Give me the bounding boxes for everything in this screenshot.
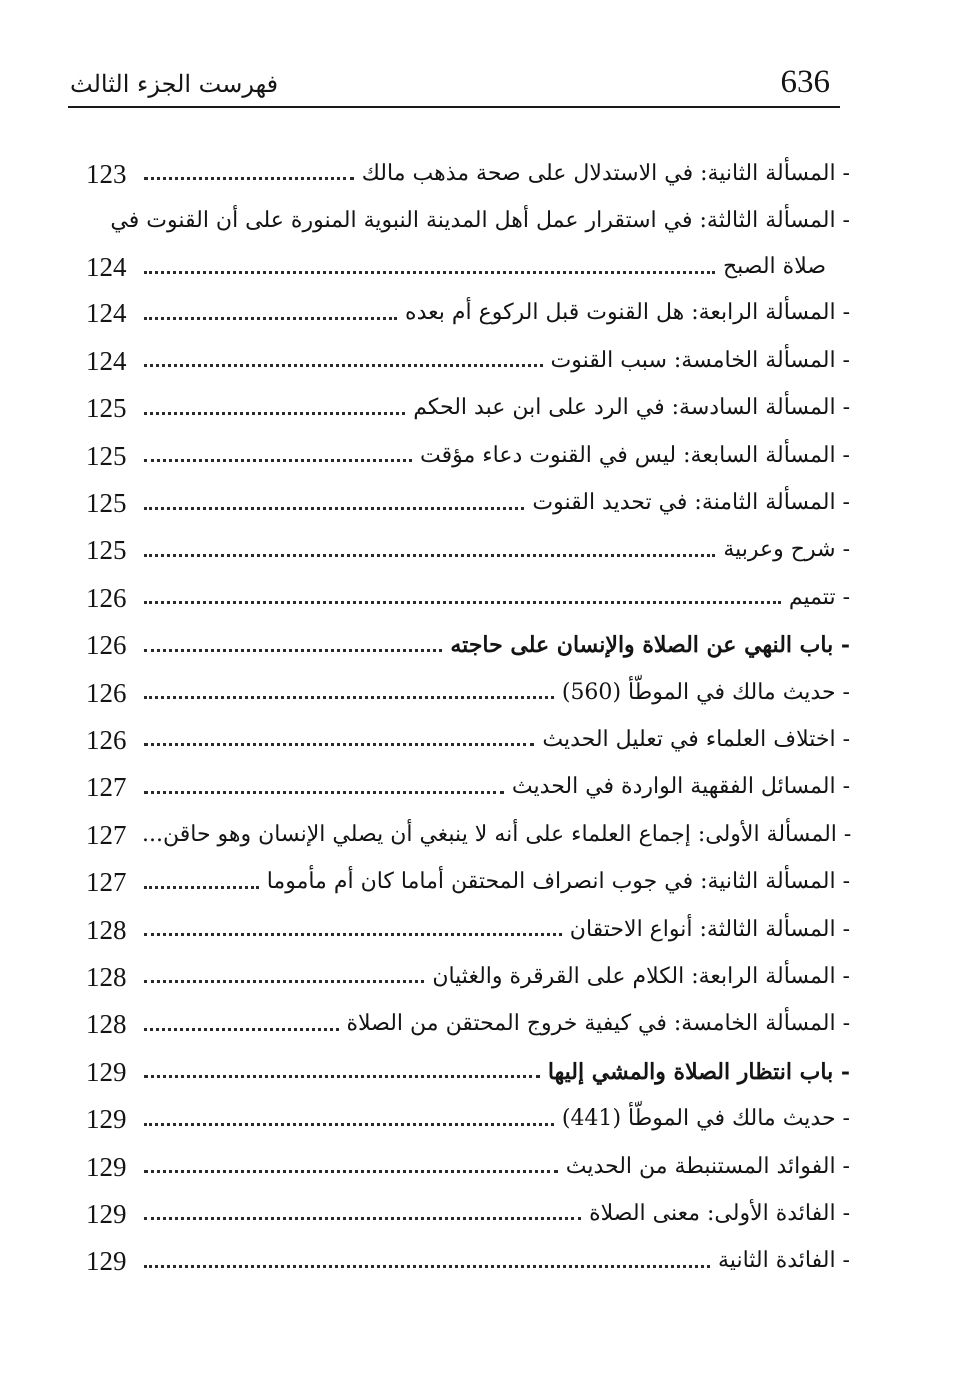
header-rule bbox=[68, 106, 840, 108]
leader-dots bbox=[144, 743, 534, 746]
toc-page-number: 125 bbox=[86, 488, 127, 519]
toc-page-number: 127 bbox=[86, 867, 127, 898]
toc-chapter-entry bbox=[80, 1048, 850, 1095]
toc-entry bbox=[80, 1238, 850, 1285]
toc-entry-title: - الفائدة الثانية bbox=[718, 1248, 850, 1274]
toc-entry bbox=[80, 150, 850, 197]
toc-entry-title: - المسألة الأولى: إجماع العلماء على أنه لا ينبغي أن يصلي الإنسان وهو حاقن... bbox=[142, 821, 852, 847]
leader-dots bbox=[144, 317, 397, 320]
toc-page-number: 125 bbox=[86, 393, 127, 424]
leader-dots bbox=[144, 696, 554, 699]
toc-entry-title: - المسألة الثامنة: في تحديد القنوت bbox=[532, 490, 850, 516]
page-number: 636 bbox=[780, 64, 830, 100]
toc-entry-title: - باب انتظار الصلاة والمشي إليها bbox=[547, 1058, 850, 1085]
toc-page-number: 129 bbox=[86, 1198, 127, 1229]
toc-page-number: 125 bbox=[86, 440, 127, 471]
toc-entry-title: - المسألة السابعة: ليس في القنوت دعاء مؤقت bbox=[420, 442, 850, 468]
toc-page-number: 124 bbox=[86, 252, 127, 283]
toc-entry bbox=[80, 1001, 850, 1048]
toc-entry-title: - باب النهي عن الصلاة والإنسان على حاجته bbox=[450, 632, 850, 659]
toc-entry-title: - المسألة الثانية: في جوب انصراف المحتقن أماما كان أم مأموما bbox=[266, 869, 850, 895]
toc-entry-title: - الفائدة الأولى: معنى الصلاة bbox=[589, 1200, 850, 1226]
leader-dots bbox=[144, 886, 259, 889]
toc-entry-title: - المسألة الرابعة: الكلام على القرقرة والغثيان bbox=[432, 963, 850, 989]
toc-entry bbox=[80, 479, 850, 526]
leader-dots bbox=[144, 1217, 581, 1220]
toc-entry-title: - المسألة السادسة: في الرد على ابن عبد الحكم bbox=[413, 395, 850, 421]
leader-dots bbox=[144, 1265, 710, 1268]
leader-dots bbox=[144, 554, 715, 557]
toc-entry-title: - اختلاف العلماء في تعليل الحديث bbox=[542, 726, 850, 752]
toc-entry-title: - المسألة الثالثة: في استقرار عمل أهل المدينة النبوية المنورة على أن القنوت في bbox=[110, 208, 850, 234]
toc-entry bbox=[80, 432, 850, 479]
toc-entry bbox=[80, 290, 850, 337]
toc-entry-title: - المسألة الثانية: في الاستدلال على صحة مذهب مالك bbox=[361, 160, 850, 186]
leader-dots bbox=[144, 364, 543, 367]
toc-page-number: 124 bbox=[86, 345, 127, 376]
toc-entry bbox=[80, 527, 850, 574]
leader-dots bbox=[144, 1075, 540, 1078]
toc-entry bbox=[80, 953, 850, 1000]
toc-entry-title: - حديث مالك في الموطّأ (560) bbox=[561, 679, 850, 705]
leader-dots bbox=[144, 1028, 339, 1031]
toc-entry bbox=[80, 669, 850, 716]
toc-entry bbox=[80, 385, 850, 432]
toc-chapter-entry bbox=[80, 622, 850, 669]
toc-entry bbox=[80, 811, 850, 858]
toc-page-number: 127 bbox=[86, 819, 127, 850]
toc-entry bbox=[80, 716, 850, 763]
toc-page-number: 126 bbox=[86, 630, 127, 661]
toc-entry-title: - المسائل الفقهية الواردة في الحديث bbox=[511, 774, 850, 800]
toc-entry bbox=[80, 1095, 850, 1142]
toc-entry-title: - الفوائد المستنبطة من الحديث bbox=[565, 1153, 850, 1179]
toc-entry bbox=[80, 1190, 850, 1237]
toc-page-number: 128 bbox=[86, 961, 127, 992]
toc-page-number: 128 bbox=[86, 1009, 127, 1040]
toc-entry-title: - شرح وعربية bbox=[723, 537, 850, 563]
toc-page-number: 129 bbox=[86, 1151, 127, 1182]
toc-page-number: 129 bbox=[86, 1104, 127, 1135]
toc-entry-title: - المسألة الخامسة: سبب القنوت bbox=[550, 347, 850, 373]
leader-dots bbox=[144, 933, 562, 936]
toc-page-number: 129 bbox=[86, 1056, 127, 1087]
leader-dots bbox=[144, 412, 405, 415]
toc-entry bbox=[80, 764, 850, 811]
toc-entry-title: - تتميم bbox=[788, 584, 850, 610]
toc-entry bbox=[80, 197, 850, 244]
toc-entry-title: - المسألة الخامسة: في كيفية خروج المحتقن من الصلاة bbox=[346, 1011, 850, 1037]
leader-dots bbox=[144, 459, 412, 462]
toc-entry bbox=[80, 337, 850, 384]
leader-dots bbox=[144, 791, 504, 794]
leader-dots bbox=[144, 271, 715, 274]
toc-entry-title: - المسألة الثالثة: أنواع الاحتقان bbox=[569, 916, 850, 942]
leader-dots bbox=[144, 649, 442, 652]
toc-entry-title: صلاة الصبح bbox=[722, 254, 826, 280]
toc-page-number: 123 bbox=[86, 158, 127, 189]
leader-dots bbox=[144, 601, 781, 604]
leader-dots bbox=[144, 1170, 558, 1173]
toc-entry-title: - حديث مالك في الموطّأ (441) bbox=[561, 1106, 850, 1132]
leader-dots bbox=[144, 507, 524, 510]
toc-page-number: 126 bbox=[86, 677, 127, 708]
toc-entry bbox=[80, 858, 850, 905]
toc-page-number: 126 bbox=[86, 724, 127, 755]
toc-page-number: 124 bbox=[86, 298, 127, 329]
table-of-contents bbox=[80, 150, 850, 1285]
toc-entry-continuation bbox=[80, 245, 850, 290]
running-title: فهرست الجزء الثالث bbox=[70, 70, 279, 98]
toc-entry bbox=[80, 1143, 850, 1190]
toc-entry-title: - المسألة الرابعة: هل القنوت قبل الركوع أم بعده bbox=[405, 300, 850, 326]
leader-dots bbox=[144, 1123, 554, 1126]
toc-page-number: 128 bbox=[86, 914, 127, 945]
leader-dots bbox=[144, 980, 424, 983]
page-header bbox=[68, 62, 840, 106]
toc-entry bbox=[80, 906, 850, 953]
leader-dots bbox=[144, 177, 354, 180]
toc-page-number: 125 bbox=[86, 535, 127, 566]
toc-page-number: 126 bbox=[86, 582, 127, 613]
toc-page-number: 129 bbox=[86, 1246, 127, 1277]
toc-entry bbox=[80, 574, 850, 621]
toc-page-number: 127 bbox=[86, 772, 127, 803]
